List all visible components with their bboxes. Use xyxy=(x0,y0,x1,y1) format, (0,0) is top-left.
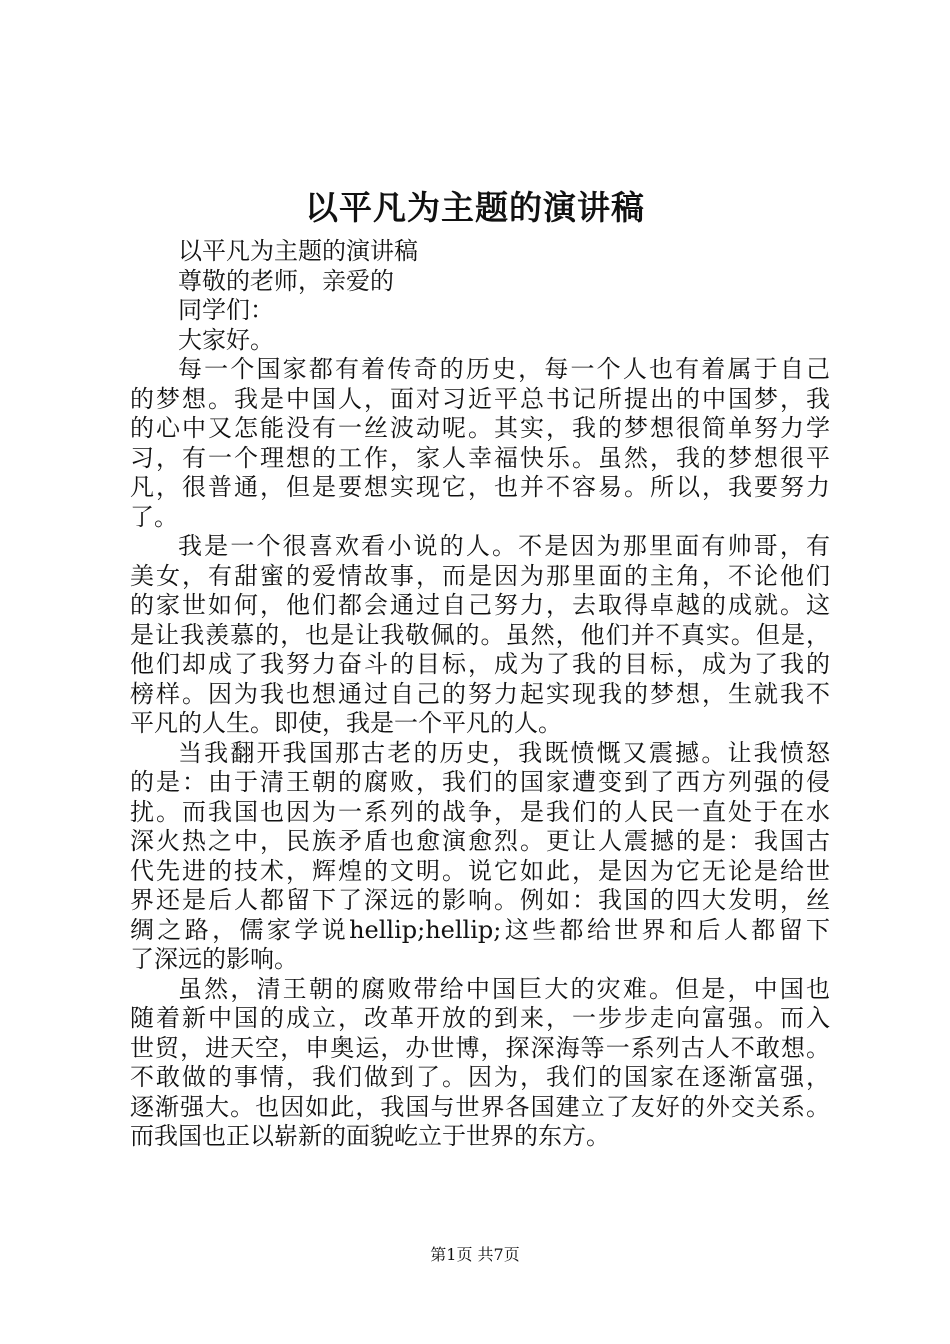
text-line: 我是一个很喜欢看小说的人。不是因为那里面有帅哥，有 xyxy=(178,532,830,560)
document-body xyxy=(130,237,830,1152)
text-line: 平凡的人生。即使，我是一个平凡的人。 xyxy=(130,709,562,737)
text-line: 凡，很普通，但是要想实现它，也并不容易。所以，我要努力 xyxy=(130,473,830,501)
text-line: 世贸，进天空，申奥运，办世博，探深海等一系列古人不敢想。 xyxy=(130,1033,830,1062)
text-line: 美女，有甜蜜的爱情故事，而是因为那里面的主角，不论他们 xyxy=(130,561,830,590)
text-line: 界还是后人都留下了深远的影响。例如：我国的四大发明，丝 xyxy=(130,886,830,914)
text-line: 的是：由于清王朝的腐败，我们的国家遭变到了西方列强的侵 xyxy=(130,768,830,796)
document-title: 以平凡为主题的演讲稿 xyxy=(305,188,645,227)
text-line: 绸之路，儒家学说hellip;hellip;这些都给世界和后人都留下 xyxy=(130,915,830,944)
text-line: 了深远的影响。 xyxy=(130,945,298,973)
text-line: 同学们： xyxy=(178,296,274,324)
text-line: 深火热之中，民族矛盾也愈演愈烈。更让人震撼的是：我国古 xyxy=(130,827,830,855)
text-line: 的心中又怎能没有一丝波动呢。其实，我的梦想很简单努力学 xyxy=(130,414,830,442)
text-line: 他们却成了我努力奋斗的目标，成为了我的目标，成为了我的 xyxy=(130,650,830,678)
page-indicator: 第1页 共7页 xyxy=(430,1245,520,1264)
text-line: 是让我羡慕的，也是让我敬佩的。虽然，他们并不真实。但是， xyxy=(130,620,830,649)
text-line: 的家世如何，他们都会通过自己努力，去取得卓越的成就。这 xyxy=(130,591,830,619)
text-line: 扰。而我国也因为一系列的战争，是我们的人民一直处于在水 xyxy=(130,797,830,826)
text-line: 随着新中国的成立，改革开放的到来，一步步走向富强。而入 xyxy=(130,1004,830,1032)
text-line: 习，有一个理想的工作，家人幸福快乐。虽然，我的梦想很平 xyxy=(130,443,830,472)
text-line: 当我翻开我国那古老的历史，我既愤慨又震撼。让我愤怒 xyxy=(178,738,830,767)
text-line: 代先进的技术，辉煌的文明。说它如此，是因为它无论是给世 xyxy=(130,856,830,885)
text-line: 以平凡为主题的演讲稿 xyxy=(178,237,418,265)
text-line: 而我国也正以崭新的面貌屹立于世界的东方。 xyxy=(130,1122,610,1150)
text-line: 虽然，清王朝的腐败带给中国巨大的灾难。但是，中国也 xyxy=(178,974,830,1003)
text-line: 大家好。 xyxy=(178,325,274,354)
text-line: 不敢做的事情，我们做到了。因为，我们的国家在逐渐富强， xyxy=(130,1063,830,1091)
text-line: 了。 xyxy=(130,502,178,531)
text-line: 榜样。因为我也想通过自己的努力起实现我的梦想，生就我不 xyxy=(130,679,830,708)
text-line: 逐渐强大。也因如此，我国与世界各国建立了友好的外交关系。 xyxy=(130,1092,830,1121)
text-line: 的梦想。我是中国人，面对习近平总书记所提出的中国梦，我 xyxy=(130,384,830,413)
text-line: 每一个国家都有着传奇的历史，每一个人也有着属于自己 xyxy=(178,355,830,383)
text-line: 尊敬的老师，亲爱的 xyxy=(178,266,394,295)
